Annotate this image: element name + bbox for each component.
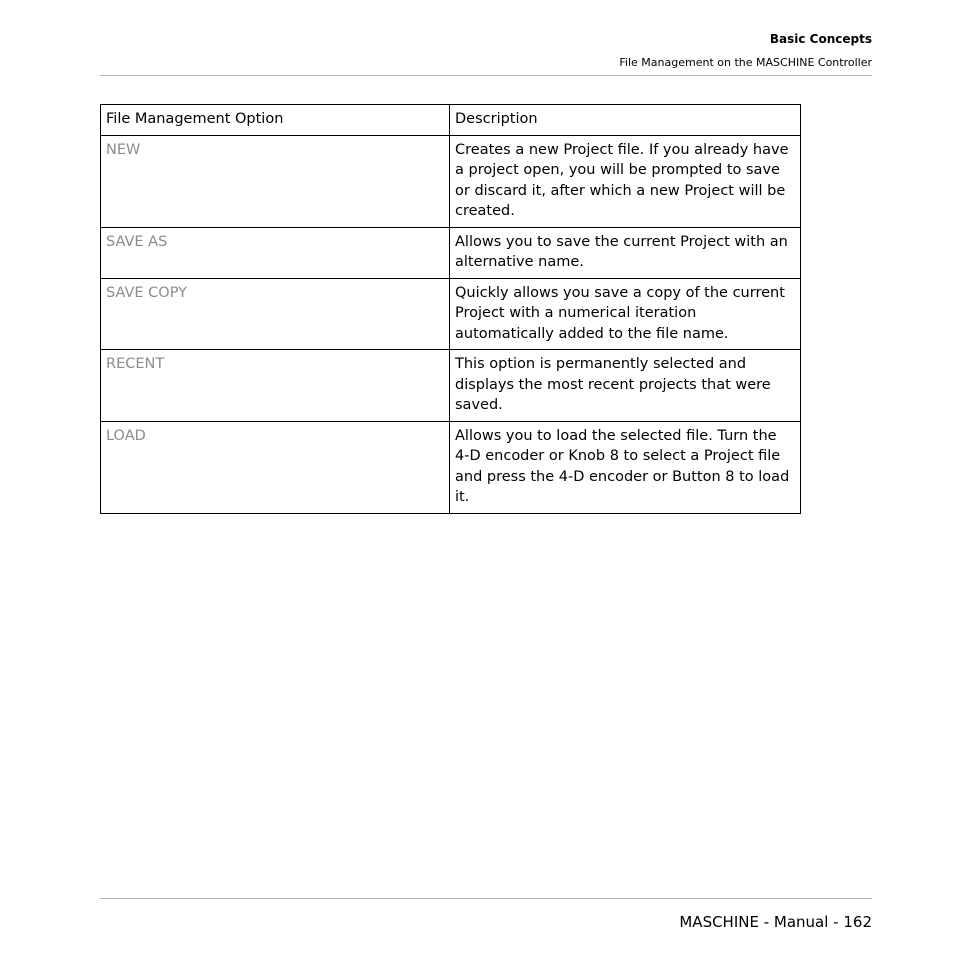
option-name: SAVE COPY xyxy=(101,278,450,350)
page-number: MASCHINE - Manual - 162 xyxy=(679,913,872,931)
column-header-description: Description xyxy=(450,105,801,136)
option-description: Creates a new Project file. If you already have a project open, you will be prompted to save or discard it, after which a new Project will be created. xyxy=(450,135,801,227)
table-header-row xyxy=(101,105,801,136)
option-name: LOAD xyxy=(101,421,450,513)
table-row xyxy=(101,421,801,513)
option-description: This option is permanently selected and displays the most recent projects that were saved. xyxy=(450,350,801,422)
table-row xyxy=(101,350,801,422)
option-description: Allows you to load the selected file. Turn the 4-D encoder or Knob 8 to select a Project file and press the 4-D encoder or Button 8 to load it. xyxy=(450,421,801,513)
option-description: Quickly allows you save a copy of the current Project with a numerical iteration automatically added to the file name. xyxy=(450,278,801,350)
column-header-option: File Management Option xyxy=(101,105,450,136)
option-description: Allows you to save the current Project with an alternative name. xyxy=(450,227,801,278)
table-row xyxy=(101,227,801,278)
footer-divider xyxy=(100,898,872,899)
header-divider xyxy=(100,75,872,76)
option-name: NEW xyxy=(101,135,450,227)
section-title: File Management on the MASCHINE Controller xyxy=(619,56,872,69)
table-row xyxy=(101,278,801,350)
option-name: SAVE AS xyxy=(101,227,450,278)
file-management-table xyxy=(100,104,801,514)
chapter-title: Basic Concepts xyxy=(769,32,872,46)
option-name: RECENT xyxy=(101,350,450,422)
table-row xyxy=(101,135,801,227)
